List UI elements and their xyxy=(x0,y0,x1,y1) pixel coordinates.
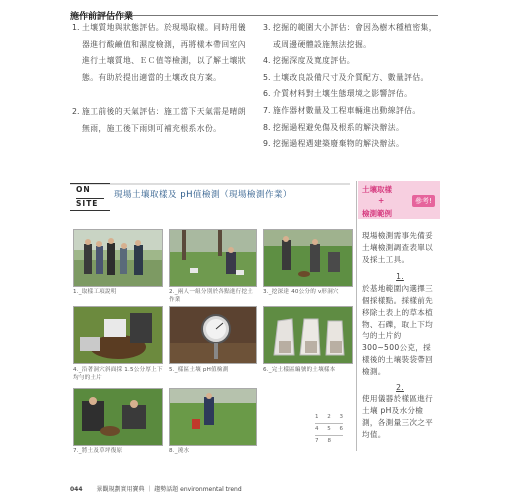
list-item: 5. 土壤改良設備尺寸及介質配方、數量評估。 xyxy=(263,72,429,82)
list-item: 4. 挖掘深度及寬度評估。 xyxy=(263,56,355,66)
grid-row: 1 2 3 xyxy=(315,412,343,424)
list-item: 1. 土壤質地與狀態評估。於現場取樣。同時用儀器進行酸鹼值和濕度檢測，再將樣本帶回室內進行土壤質地、ＥＣ值等檢測，以了解土壤狀態。有助於提出適當的土壤改良方案。 xyxy=(72,23,246,82)
sidebar-intro: 現場檢測需事先備妥土壤檢測調查表單以及採土工具。 xyxy=(362,231,434,264)
photo-caption: 7._將土及草坪復原 xyxy=(73,448,123,454)
photo-digging-pairs xyxy=(169,229,257,287)
right-checklist xyxy=(263,20,445,153)
sidebar-step-text: 使用儀器於樣區進行土壤 pH及水分檢測，各測量三次之平均值。 xyxy=(362,394,434,439)
left-checklist xyxy=(72,20,248,137)
onsite-label: ON SITE xyxy=(70,183,110,211)
sidebar-body xyxy=(362,230,438,441)
grid-row: 7 8 xyxy=(315,438,331,444)
grid-row: 4 5 6 xyxy=(315,424,343,436)
sidebar-divider xyxy=(356,181,357,451)
photo-restore-lawn xyxy=(73,388,163,446)
section-title: 施作前評估作業 xyxy=(70,12,134,22)
onsite-divider xyxy=(70,183,350,185)
list-item: 6. 介質材料對土壤生態環境之影響評估。 xyxy=(263,89,413,99)
photo-caption: 1._取樣工項說明 xyxy=(73,289,117,295)
photo-index-grid xyxy=(315,412,343,446)
photo-sampling-briefing xyxy=(73,229,163,287)
photo-caption: 5._樣區土壤 pH值檢測 xyxy=(169,367,229,373)
page-footer xyxy=(70,484,242,493)
photo-soil-slice xyxy=(73,306,163,364)
onsite-title: 現場土壤取樣及 pH值檢測（現場檢測作業） xyxy=(114,190,292,200)
photo-ph-test xyxy=(169,306,257,364)
footer-text: 景觀規劃實用寶典 ｜ 趨勢話題 environmental trend xyxy=(96,486,242,493)
photo-caption: 2._兩人一組分別於各點進行挖土作業 xyxy=(169,289,254,303)
photo-caption: 4._沿著洞穴斜面採 1.5公分厚上下均勻的土片 xyxy=(73,367,163,381)
photo-caption: 6._完土樣區編號的土壤樣本 xyxy=(263,367,336,373)
page-number: 044 xyxy=(70,486,83,493)
photo-caption: 3._挖深達 40公分的 ν形洞穴 xyxy=(263,289,339,295)
reference-badge: 參考! xyxy=(412,195,435,207)
list-item: 8. 挖掘過程避免傷及根系的解決辦法。 xyxy=(263,122,405,132)
photo-watering xyxy=(169,388,257,446)
photo-caption: 8._澆水 xyxy=(169,448,190,454)
list-item: 7. 施作器材數量及工程車輛進出動線評估。 xyxy=(263,105,421,115)
sidebar-step-number: 1. xyxy=(396,272,404,282)
sidebar-step-number: 2. xyxy=(396,382,404,392)
photo-soil-bags xyxy=(263,306,353,364)
section-header xyxy=(70,4,438,22)
photo-v-hole xyxy=(263,229,353,287)
list-item: 9. 挖掘過程遇建築廢棄物的解決辦法。 xyxy=(263,139,405,149)
sidebar-step-text: 於基地範圍內選擇三個採樣點。採樣前先移除土表上的草本植物、石礫，取上下均勻的土片約 300~500公克，採樣後的土壤裝袋帶回檢測。 xyxy=(362,284,434,376)
sidebar-tag: 土壤取樣 + 檢測範例 xyxy=(358,181,440,219)
list-item: 2. 施工前後的天氣評估：施工當下天氣需是晴朗無雨，施工後下雨則可補充根系水份。 xyxy=(72,107,246,133)
list-item: 3. 挖掘的範圍大小評估：會因為樹木種植密集，或周邊硬體設施無法挖掘。 xyxy=(263,23,437,49)
